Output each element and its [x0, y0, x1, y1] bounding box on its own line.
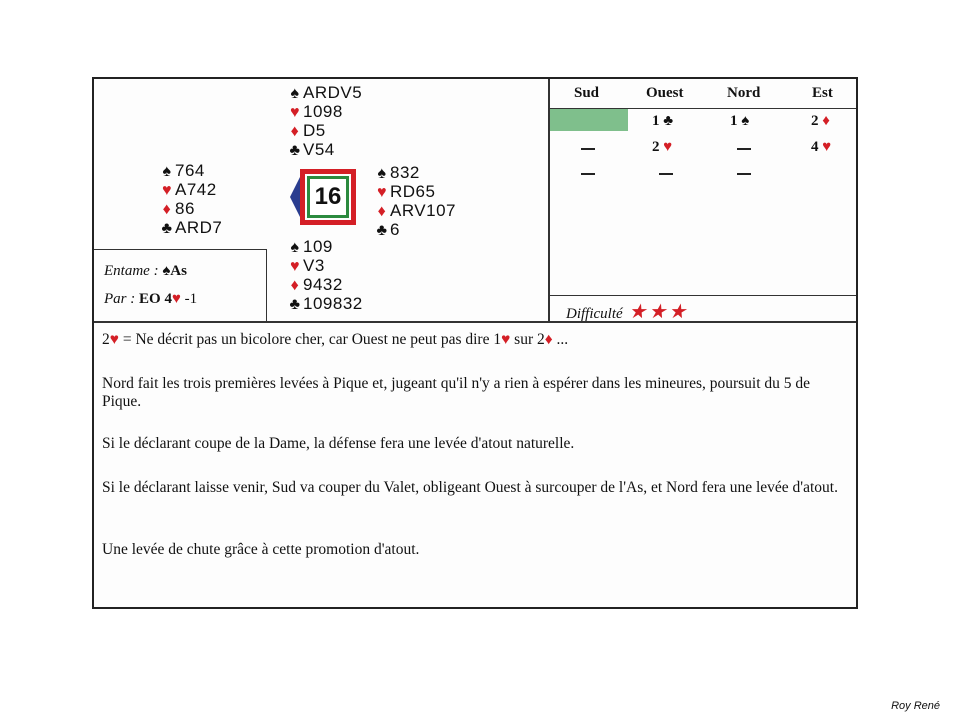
diamond-icon: ♦: [544, 331, 553, 348]
spade-icon: ♠: [741, 113, 750, 129]
contract-side: EO: [139, 291, 161, 307]
contract-level: 4: [164, 291, 172, 307]
north-spades: ARDV5: [303, 83, 363, 102]
south-spades: 109: [303, 237, 333, 256]
heart-icon: ♥: [109, 331, 119, 348]
star-icon: ★: [668, 301, 687, 323]
bid-level: 2: [652, 139, 660, 155]
club-icon: ♣: [376, 222, 388, 239]
diamond-icon: ♦: [377, 203, 387, 220]
bid-pass-south-2: [581, 148, 595, 150]
bid-east-1: [811, 113, 830, 130]
divider-info-vertical: [266, 249, 267, 321]
heart-icon: ♥: [501, 331, 511, 348]
dealer-cell: [550, 109, 628, 131]
east-diamonds: ARV107: [390, 201, 457, 220]
author-credit: Roy René: [891, 700, 940, 712]
dealer-arrow-icon: [290, 177, 300, 217]
spade-icon: ♠: [377, 165, 387, 182]
commentary-p2: Nord fait les trois premières levées à Pique et, jugeant qu'il n'y a rien à espérer dans les mineures, poursuit du 5 de Pique.: [102, 375, 811, 410]
divider-difficulty: [550, 295, 856, 296]
bid-level: 1: [652, 113, 660, 129]
diamond-icon: ♦: [290, 277, 300, 294]
north-hearts: 1098: [303, 102, 343, 121]
board-number-box: [300, 169, 356, 225]
commentary-p3: Si le déclarant coupe de la Dame, la défense fera une levée d'atout naturelle.: [102, 435, 575, 452]
west-hand: [159, 161, 222, 237]
bid-level: 2: [102, 331, 110, 348]
contract-label: Par :: [104, 291, 136, 307]
heart-icon: ♥: [377, 184, 387, 201]
heart-icon: ♥: [171, 291, 181, 307]
commentary-text: = Ne décrit pas un bicolore cher, car Ouest ne peut pas dire 1: [118, 331, 502, 348]
west-spades: 764: [175, 161, 205, 180]
north-clubs: V54: [303, 140, 335, 159]
bid-east-2: [811, 139, 831, 156]
contract-info: [104, 291, 197, 308]
heart-icon: ♥: [663, 139, 673, 155]
west-clubs: ARD7: [175, 218, 223, 237]
bid-header-west: Ouest: [646, 85, 684, 101]
north-diamonds: D5: [303, 121, 326, 140]
diamond-icon: ♦: [290, 123, 300, 140]
star-icon: ★: [648, 301, 667, 323]
heart-icon: ♥: [290, 104, 300, 121]
lead-label: Entame :: [104, 263, 159, 279]
bid-level: 1: [730, 113, 738, 129]
bid-level: 2: [811, 113, 819, 129]
west-hearts: A742: [175, 180, 217, 199]
west-diamonds: 86: [175, 199, 195, 218]
bid-header-east: Est: [812, 85, 833, 101]
commentary-text: sur 2: [510, 331, 545, 348]
diamond-icon: ♦: [822, 113, 830, 129]
east-hand: [374, 163, 456, 239]
south-hand: [287, 237, 363, 313]
star-icon: ★: [628, 301, 647, 323]
heart-icon: ♥: [822, 139, 832, 155]
bid-west-2: [652, 139, 672, 156]
commentary-p5: Une levée de chute grâce à cette promotion d'atout.: [102, 541, 420, 558]
heart-icon: ♥: [290, 258, 300, 275]
divider-horizontal-main: [94, 321, 856, 323]
east-hearts: RD65: [390, 182, 436, 201]
divider-left-info: [94, 249, 266, 250]
east-clubs: 6: [390, 220, 400, 239]
east-spades: 832: [390, 163, 420, 182]
spade-icon: ♠: [162, 263, 171, 279]
bid-pass-south-3: [581, 173, 595, 175]
south-clubs: 109832: [303, 294, 363, 313]
spade-icon: ♠: [290, 239, 300, 256]
commentary-p1: [102, 331, 838, 349]
spade-icon: ♠: [162, 163, 172, 180]
lead-card: As: [170, 263, 187, 279]
club-icon: ♣: [289, 142, 301, 159]
bid-pass-west-3: [659, 173, 673, 175]
bid-pass-north-2: [737, 148, 751, 150]
diamond-icon: ♦: [162, 201, 172, 218]
board-number: 16: [307, 176, 349, 218]
bid-west-1: [652, 113, 673, 130]
deal-card: [92, 77, 858, 609]
bid-header-north: Nord: [727, 85, 761, 101]
bid-header-south: Sud: [574, 85, 600, 101]
heart-icon: ♥: [162, 182, 172, 199]
south-diamonds: 9432: [303, 275, 343, 294]
difficulty-label: Difficulté: [566, 306, 623, 322]
club-icon: ♣: [161, 220, 173, 237]
difficulty: [566, 299, 686, 324]
commentary-p4: Si le déclarant laisse venir, Sud va couper du Valet, obligeant Ouest à surcouper de l'As, et Nord fera une levée d'atout.: [102, 479, 838, 496]
lead-info: [104, 263, 187, 280]
bid-pass-north-3: [737, 173, 751, 175]
north-hand: [287, 83, 362, 159]
club-icon: ♣: [289, 296, 301, 313]
bid-north-1: [730, 113, 749, 130]
spade-icon: ♠: [290, 85, 300, 102]
contract-result: -1: [184, 291, 198, 307]
club-icon: ♣: [663, 113, 674, 129]
south-hearts: V3: [303, 256, 325, 275]
bid-level: 4: [811, 139, 819, 155]
commentary-text: ...: [552, 331, 569, 348]
